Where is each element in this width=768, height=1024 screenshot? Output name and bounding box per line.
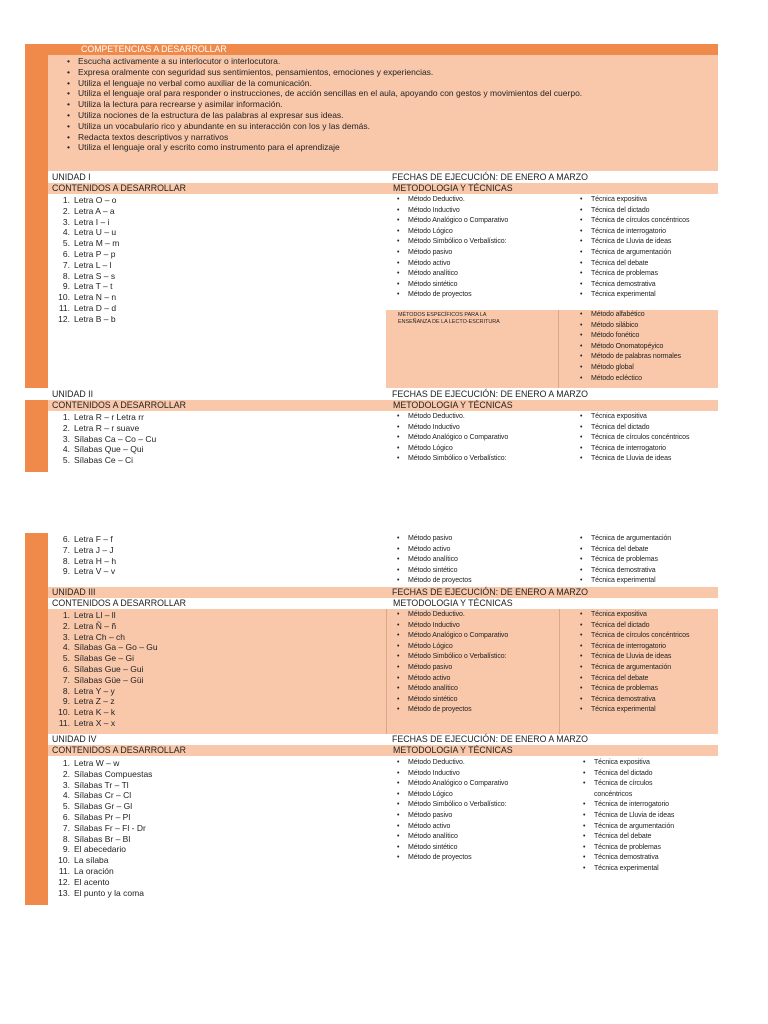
unidad2-tecnicas-list-a: [579, 412, 689, 465]
list-item: • Método Inductivo: [396, 423, 508, 434]
item-number: 1.: [62, 758, 70, 768]
item-text: La sílaba: [74, 855, 109, 866]
item-text: Letra H – h: [74, 555, 117, 566]
contenido-item: [48, 545, 116, 556]
unidad1-header-row: [48, 183, 718, 194]
unidad3-title: UNIDAD III: [52, 587, 96, 597]
list-item: • Técnica de interrogatorio: [579, 444, 689, 455]
item-number: 4.: [62, 444, 70, 455]
unidad1-contenidos-list: [48, 195, 119, 325]
list-item: • Técnica demostrativa: [579, 280, 689, 291]
item-number: 3.: [62, 631, 70, 642]
contenido-item: [48, 195, 119, 206]
list-item: • Método Onomatopéyico: [579, 342, 681, 353]
contenido-item: [48, 281, 119, 292]
unidad2-body-a: [48, 411, 718, 471]
list-item: • Método Simbólico o Verbalístico:: [396, 652, 508, 663]
contenido-item: [48, 844, 152, 855]
unidad4-tecnicas-list: [582, 758, 674, 875]
tecnica-item: • Técnica del debate: [582, 832, 674, 843]
unidad2-contenidos-list-a: [48, 412, 156, 466]
item-text: Letra V – v: [74, 566, 116, 577]
list-item: • Método de proyectos: [396, 290, 508, 301]
item-number: 3.: [62, 216, 70, 227]
list-item: • Método de proyectos: [396, 576, 471, 587]
item-number: 12.: [58, 876, 70, 887]
item-text: Sílabas Br – Bl: [74, 833, 131, 844]
list-item: • Técnica del dictado: [579, 206, 689, 217]
unidad1-metodos-list: [396, 195, 508, 301]
unidad4-metodologia-label: METODOLOGIA Y TÉCNICAS: [393, 745, 513, 755]
unidad2-tecnicas-list-b: [579, 534, 671, 587]
list-item: • Método de proyectos: [396, 705, 508, 716]
item-text: Letra K – k: [74, 707, 116, 718]
list-item: • Técnica del debate: [579, 674, 689, 685]
unidad2-contenidos-list-b: [48, 534, 116, 577]
contenido-item: [48, 823, 152, 834]
unidad3-body: [48, 609, 718, 734]
item-number: 2.: [62, 205, 70, 216]
item-number: 5.: [62, 653, 70, 664]
unidad3-contenidos-list: [48, 610, 158, 729]
list-item: • Método activo: [396, 545, 471, 556]
item-number: 1.: [62, 610, 70, 620]
item-text: Letra W – w: [74, 758, 120, 768]
item-number: 8.: [62, 270, 70, 281]
contenido-item: [48, 653, 158, 664]
item-text: Sílabas Tr – Tl: [74, 779, 129, 790]
unidad4-title-row: [48, 734, 718, 745]
list-item: • Método pasivo: [396, 663, 508, 674]
item-text: Letra Ñ – ñ: [74, 620, 117, 631]
tecnica-item: • Técnica experimental: [582, 864, 674, 875]
list-item: • Técnica del debate: [579, 545, 671, 556]
tecnica-item: • Técnica de argumentación: [582, 822, 674, 833]
unidad2-metodologia-label: METODOLOGIA Y TÉCNICAS: [393, 400, 513, 410]
contenido-item: [48, 801, 152, 812]
list-item: • Método Deductivo.: [396, 758, 508, 769]
contenido-item: [48, 534, 116, 545]
contenido-item: [48, 206, 119, 217]
item-number: 6.: [62, 248, 70, 259]
contenido-item: [48, 632, 158, 643]
unidad2-fechas: FECHAS DE EJECUCIÓN: DE ENERO A MARZO: [392, 389, 589, 399]
list-item: • Técnica de Lluvia de ideas: [579, 237, 689, 248]
unidad3-metodologia-label: METODOLOGIA Y TÉCNICAS: [393, 598, 513, 608]
item-text: Letra J – J: [74, 544, 114, 555]
item-text: Letra I – i: [74, 216, 110, 227]
contenido-item: [48, 621, 158, 632]
unidad1-title: UNIDAD I: [52, 172, 91, 182]
contenido-item: [48, 271, 119, 282]
item-text: El punto y la coma: [74, 887, 144, 898]
list-item: • Método sintético: [396, 843, 508, 854]
unidad2-body-b: [48, 533, 718, 586]
list-item: • Técnica de círculos concéntricos: [579, 631, 689, 642]
item-text: Letra T – t: [74, 281, 113, 292]
item-number: 7.: [62, 674, 70, 685]
item-number: 6.: [62, 534, 70, 544]
unidad1-metodologia-label: METODOLOGIA Y TÉCNICAS: [393, 183, 513, 193]
list-item: • Método silábico: [579, 321, 681, 332]
contenido-item: [48, 423, 156, 434]
list-item: • Técnica de interrogatorio: [579, 642, 689, 653]
list-item: • Método analítico: [396, 832, 508, 843]
list-item: • Técnica demostrativa: [579, 566, 671, 577]
unidad1-title-row: [48, 171, 718, 183]
item-text: Sílabas Ce – Ci: [74, 455, 134, 466]
list-item: • Técnica expositiva: [579, 610, 689, 621]
item-number: 2.: [62, 768, 70, 779]
item-number: 9.: [62, 281, 70, 292]
item-text: Sílabas Cr – Cl: [74, 790, 132, 801]
unidad4-fechas: FECHAS DE EJECUCIÓN: DE ENERO A MARZO: [392, 734, 589, 744]
list-item: • Utiliza el lenguaje oral y escrito como instrumento para el aprendizaje: [66, 142, 582, 153]
item-number: 2.: [62, 620, 70, 631]
unidad3-metodos-list: [396, 610, 508, 716]
list-item: • Expresa oralmente con seguridad sus sentimientos, pensamientos, emociones y experiencias.: [66, 67, 582, 78]
list-item: • Técnica expositiva: [579, 195, 689, 206]
list-item: • Técnica de argumentación: [579, 248, 689, 259]
list-item: • Técnica de círculos concéntricos: [579, 433, 689, 444]
contenido-item: [48, 292, 119, 303]
list-item: • Método Deductivo.: [396, 610, 508, 621]
tecnica-item-continued: [582, 790, 674, 801]
list-item: • Utiliza el lenguaje no verbal como auxiliar de la comunicación.: [66, 78, 582, 89]
contenido-item: [48, 696, 158, 707]
list-item: • Método Lógico: [396, 227, 508, 238]
unidad2-metodos-list-a: [396, 412, 508, 465]
item-number: 3.: [62, 433, 70, 444]
contenido-item: [48, 758, 152, 769]
contenido-item: [48, 664, 158, 675]
list-item: • Método Inductivo: [396, 206, 508, 217]
contenido-item: [48, 238, 119, 249]
unidad3-header-row: [48, 598, 718, 609]
item-text: Sílabas Fr – Fl - Dr: [74, 822, 146, 833]
item-number: 11.: [58, 865, 70, 876]
list-item: • Técnica del debate: [579, 259, 689, 270]
contenido-item: [48, 303, 119, 314]
contenido-item: [48, 642, 158, 653]
item-text: Letra U – u: [74, 227, 117, 238]
list-item: • Método pasivo: [396, 534, 471, 545]
list-item: • Utiliza un vocabulario rico y abundante en su interacción con los y las demás.: [66, 121, 582, 132]
list-item: • Método Inductivo: [396, 769, 508, 780]
item-text: La oración: [74, 865, 114, 876]
list-item: • Método global: [579, 363, 681, 374]
list-item: • Método sintético: [396, 280, 508, 291]
unidad1-body: [48, 194, 718, 388]
item-text: Letra A – a: [74, 205, 115, 216]
item-number: 10.: [58, 707, 70, 718]
contenido-item: [48, 249, 119, 260]
list-item: • Utiliza nociones de la estructura de las palabras al expresar sus ideas.: [66, 110, 582, 121]
item-number: 9.: [62, 844, 70, 855]
item-number: 10.: [58, 855, 70, 866]
list-item: • Método sintético: [396, 566, 471, 577]
unidad2-title-row: [48, 388, 718, 400]
list-item: • Técnica del dictado: [579, 621, 689, 632]
unidad3-contenidos-label: CONTENIDOS A DESARROLLAR: [52, 598, 186, 608]
item-text: Sílabas Ge – Gi: [74, 653, 135, 664]
tecnica-item: • Técnica de interrogatorio: [582, 800, 674, 811]
list-item: • Método Analógico o Comparativo: [396, 779, 508, 790]
contenido-item: [48, 444, 156, 455]
tecnica-item: • Técnica demostrativa: [582, 853, 674, 864]
list-item: • Método Analógico o Comparativo: [396, 631, 508, 642]
item-number: 4.: [62, 227, 70, 238]
unidad1-fechas: FECHAS DE EJECUCIÓN: DE ENERO A MARZO: [392, 172, 589, 182]
list-item: • Método Lógico: [396, 790, 508, 801]
list-item: • Técnica de problemas: [579, 269, 689, 280]
item-text: Letra N – n: [74, 292, 117, 303]
contenido-item: [48, 314, 119, 325]
list-item: • Técnica demostrativa: [579, 695, 689, 706]
especificos-divider: [558, 310, 559, 388]
list-item: • Método analítico: [396, 269, 508, 280]
list-item: • Método analítico: [396, 555, 471, 566]
contenido-item: [48, 834, 152, 845]
item-text: Letra O – o: [74, 195, 117, 205]
left-margin-column: [25, 44, 48, 388]
contenido-item: [48, 812, 152, 823]
list-item: • Método pasivo: [396, 248, 508, 259]
item-number: 7.: [62, 822, 70, 833]
list-item: • Técnica de problemas: [579, 555, 671, 566]
list-item: • Técnica de interrogatorio: [579, 227, 689, 238]
list-item: • Método alfabético: [579, 310, 681, 321]
contenido-item: [48, 790, 152, 801]
contenido-item: [48, 686, 158, 697]
contenido-item: [48, 556, 116, 567]
list-item: • Técnica de argumentación: [579, 534, 671, 545]
unidad2-title: UNIDAD II: [52, 389, 94, 399]
contenido-item: [48, 217, 119, 228]
unidad2-metodos-list-b: [396, 534, 471, 587]
item-number: 5.: [62, 455, 70, 466]
list-item: • Método ecléctico: [579, 374, 681, 385]
item-text: Letra S – s: [74, 270, 116, 281]
item-number: 5.: [62, 238, 70, 249]
especificos-label-1: MÉTODOS ESPECÍFICOS PARA LA: [398, 312, 487, 318]
item-text: Letra Z – z: [74, 696, 115, 707]
unidad4-metodos-list: [396, 758, 508, 864]
item-number: 3.: [62, 779, 70, 790]
list-item: • Método de palabras normales: [579, 352, 681, 363]
list-item: • Método analítico: [396, 684, 508, 695]
list-item: • Técnica de Lluvia de ideas: [579, 454, 689, 465]
list-item: • Técnica expositiva: [579, 412, 689, 423]
list-item: • Técnica experimental: [579, 705, 689, 716]
contenido-item: [48, 434, 156, 445]
item-number: 9.: [62, 696, 70, 707]
list-item: • Técnica de círculos concéntricos: [579, 216, 689, 227]
list-item: • Redacta textos descriptivos y narrativos: [66, 132, 582, 143]
contenido-item: [48, 769, 152, 780]
contenido-item: [48, 260, 119, 271]
left-margin-column-3: [25, 533, 48, 905]
item-text: Letra P – p: [74, 248, 116, 259]
tecnica-item: • Técnica de problemas: [582, 843, 674, 854]
item-number: 10.: [58, 292, 70, 303]
list-item: • Utiliza el lenguaje oral para responder o instrucciones, de acción sencillas en el aula, apoyando con gestos y movimientos del cuerpo.: [66, 88, 582, 99]
left-margin-column-2: [25, 400, 48, 472]
list-item: • Método fonético: [579, 331, 681, 342]
item-number: 1.: [62, 195, 70, 205]
unidad4-body: [48, 757, 718, 907]
contenido-item: [48, 610, 158, 621]
list-item: • Método activo: [396, 674, 508, 685]
item-number: 2.: [62, 422, 70, 433]
item-number: 6.: [62, 663, 70, 674]
list-item: • Método Simbólico o Verbalístico:: [396, 454, 508, 465]
item-number: 6.: [62, 811, 70, 822]
list-item: • Método sintético: [396, 695, 508, 706]
list-item: • Técnica de argumentación: [579, 663, 689, 674]
contenido-item: [48, 675, 158, 686]
tecnica-item: • Técnica expositiva: [582, 758, 674, 769]
item-text: Letra Y – y: [74, 685, 115, 696]
especificos-label-2: ENSEÑANZA DE LA LECTO-ESCRITURA: [398, 319, 500, 325]
item-text: Sílabas Gue – Gui: [74, 663, 144, 674]
tecnica-item: • Técnica del dictado: [582, 769, 674, 780]
item-text: Letra Ch – ch: [74, 631, 126, 642]
unidad4-contenidos-label: CONTENIDOS A DESARROLLAR: [52, 745, 186, 755]
item-text: El acento: [74, 876, 110, 887]
contenido-item: [48, 855, 152, 866]
item-text: Letra F – f: [74, 534, 113, 544]
tecnica-item: • Técnica de círculos: [582, 779, 674, 790]
list-item: • Técnica experimental: [579, 290, 689, 301]
tecnica-item: • Técnica de Lluvia de ideas: [582, 811, 674, 822]
list-item: • Método activo: [396, 259, 508, 270]
item-number: 8.: [62, 685, 70, 696]
contenido-item: [48, 718, 158, 729]
item-text: Letra M – m: [74, 238, 120, 249]
item-text: Letra X – x: [74, 717, 116, 728]
item-number: 7.: [62, 259, 70, 270]
list-item: • Método Lógico: [396, 642, 508, 653]
item-number: 11.: [58, 717, 70, 728]
item-number: 8.: [62, 833, 70, 844]
unidad1-especificos-panel: [386, 310, 718, 388]
list-item: • Método Lógico: [396, 444, 508, 455]
item-text: Letra R – r Letra rr: [74, 412, 144, 422]
list-item: • Método pasivo: [396, 811, 508, 822]
item-number: 7.: [62, 544, 70, 555]
unidad4-contenidos-list: [48, 758, 152, 898]
list-item: • Método activo: [396, 822, 508, 833]
list-item: • Método Simbólico o Verbalístico:: [396, 237, 508, 248]
unidad1-contenidos-label: CONTENIDOS A DESARROLLAR: [52, 183, 186, 193]
list-item: • Técnica de problemas: [579, 684, 689, 695]
competencias-list: [66, 56, 582, 153]
list-item: • Escucha activamente a su interlocutor o interlocutora.: [66, 56, 582, 67]
competencias-header-bar: [48, 44, 718, 55]
item-text: Sílabas Ga – Go – Gu: [74, 642, 158, 653]
list-item: • Técnica del dictado: [579, 423, 689, 434]
item-number: 1.: [62, 412, 70, 422]
item-text: Sílabas Que – Qui: [74, 444, 144, 455]
item-text: Sílabas Gr – Gl: [74, 801, 133, 812]
item-number: 8.: [62, 555, 70, 566]
contenido-item: [48, 780, 152, 791]
item-text: Sílabas Ca – Co – Cu: [74, 433, 157, 444]
item-text: Letra D – d: [74, 302, 117, 313]
contenido-item: [48, 877, 152, 888]
unidad1-especificos-list: [579, 310, 681, 384]
item-number: 5.: [62, 801, 70, 812]
contenido-item: [48, 707, 158, 718]
item-number: 13.: [58, 887, 70, 898]
contenido-item: [48, 888, 152, 899]
list-item: • Técnica de Lluvia de ideas: [579, 652, 689, 663]
item-text: Letra Ll – ll: [74, 610, 116, 620]
item-text: Sílabas Compuestas: [74, 768, 153, 779]
contenido-item: [48, 455, 156, 466]
unidad1-tecnicas-list: [579, 195, 689, 301]
list-item: • Método Analógico o Comparativo: [396, 216, 508, 227]
list-item: • Utiliza la lectura para recrearse y asimilar información.: [66, 99, 582, 110]
item-number: 12.: [58, 313, 70, 324]
contenido-item: [48, 412, 156, 423]
unidad3-divider-2: [559, 609, 560, 734]
item-text: Letra R – r suave: [74, 422, 140, 433]
unidad4-header-row: [48, 745, 718, 756]
list-item: • Método Analógico o Comparativo: [396, 433, 508, 444]
item-text: El abecedario: [74, 844, 126, 855]
unidad2-contenidos-label: CONTENIDOS A DESARROLLAR: [52, 400, 186, 410]
item-number: 4.: [62, 642, 70, 653]
list-item: • Método de proyectos: [396, 853, 508, 864]
unidad4-title: UNIDAD IV: [52, 734, 97, 744]
list-item: • Método Simbólico o Verbalístico:: [396, 800, 508, 811]
item-text: Sílabas Pr – Pl: [74, 811, 131, 822]
item-number: 9.: [62, 566, 70, 577]
unidad2-header-row: [48, 400, 718, 411]
list-item: • Método Deductivo.: [396, 195, 508, 206]
item-text: Sílabas Güe – Güi: [74, 674, 144, 685]
list-item: • Método Deductivo.: [396, 412, 508, 423]
item-text: Letra B – b: [74, 313, 116, 324]
contenido-item: [48, 566, 116, 577]
item-text: Letra L – l: [74, 259, 112, 270]
competencias-panel: [48, 55, 718, 171]
item-number: 11.: [58, 302, 70, 313]
tecnica-circulos-continued: concéntricos: [594, 790, 633, 798]
list-item: • Técnica experimental: [579, 576, 671, 587]
item-number: 4.: [62, 790, 70, 801]
contenido-item: [48, 227, 119, 238]
unidad3-tecnicas-list: [579, 610, 689, 716]
contenido-item: [48, 866, 152, 877]
list-item: • Método Inductivo: [396, 621, 508, 632]
competencias-header: COMPETENCIAS A DESARROLLAR: [81, 44, 227, 54]
unidad3-divider-1: [386, 609, 387, 734]
unidad3-title-row: [48, 587, 718, 598]
unidad3-fechas: FECHAS DE EJECUCIÓN: DE ENERO A MARZO: [392, 587, 589, 597]
